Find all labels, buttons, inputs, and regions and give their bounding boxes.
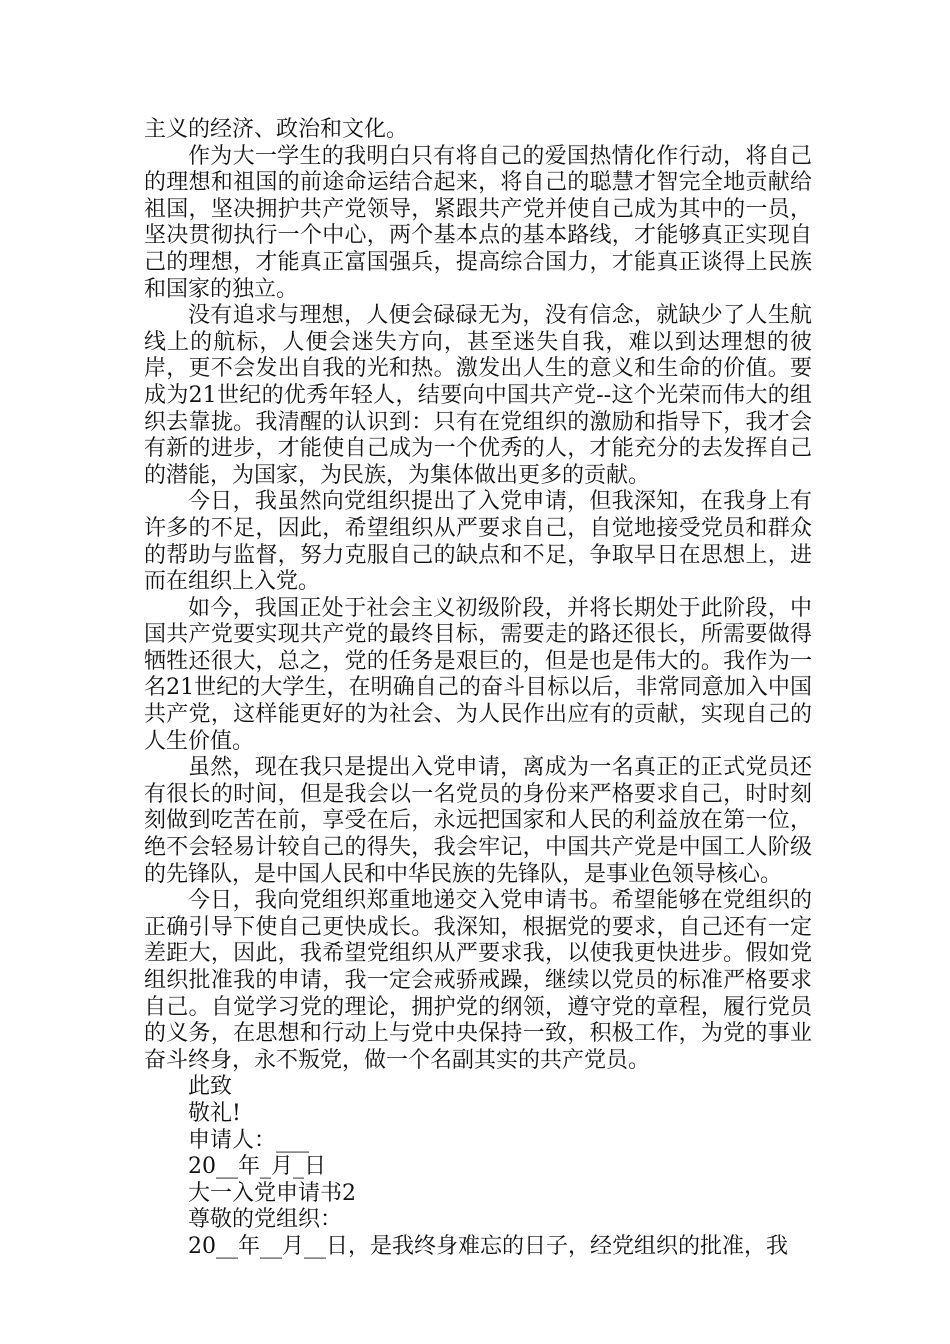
second-letter-title: 大一入党申请书2: [188, 1180, 356, 1206]
date-line: 20__年_月_日: [188, 1154, 326, 1180]
paragraph-commitment: 虽然，现在我只是提出入党申请，离成为一名真正的正式党员还有很长的时间，但是我会以一名党员的身份来严格要求自己，时时刻刻做到吃苦在前，享受在后，永远把国家和人民的利益放在第一位，绝不会轻易计较自己的得失，我会牢记，中国共产党是中国工人阶级的先锋队，是中国人民和中华民族的先锋队，是事业色领导核心。: [144, 755, 812, 887]
paragraph-continuation: 主义的经济、政治和文化。: [144, 117, 409, 142]
closing-salutation: 此致: [188, 1074, 233, 1100]
document-body: [144, 117, 812, 1261]
applicant-signature-line: 申请人：___: [188, 1127, 310, 1153]
paragraph-national-stage: 如今，我国正处于社会主义初级阶段，并将长期处于此阶段，中国共产党要实现共产党的最终目标，需要走的路还很长，所需要做得牺牲还很大，总之，党的任务是艰巨的，但是也是伟大的。我作为一名21世纪的大学生，在明确自己的奋斗目标以后，非常同意加入中国共产党，这样能更好的为社会、为人民作出应有的贡献，实现自己的人生价值。: [144, 595, 812, 754]
paragraph-patriotism: 作为大一学生的我明白只有将自己的爱国热情化作行动，将自己的理想和祖国的前途命运结合起来，将自己的聪慧才智完全地贡献给祖国，坚决拥护共产党领导，紧跟共产党并使自己成为其中的一员，坚决贯彻执行一个中心，两个基本点的基本路线，才能够真正实现自己的理想，才能真正富国强兵，提高综合国力，才能真正谈得上民族和国家的独立。: [144, 143, 812, 302]
closing-respect: 敬礼!: [188, 1100, 241, 1126]
paragraph-shortcomings: 今日，我虽然向党组织提出了入党申请，但我深知，在我身上有许多的不足，因此，希望组织从严要求自己，自觉地接受党员和群众的帮助与监督，努力克服自己的缺点和不足，争取早日在思想上，进而在组织上入党。: [144, 489, 812, 595]
second-letter-opening: 20__年__月__日，是我终身难忘的日子，经党组织的批准，我: [188, 1233, 788, 1259]
paragraph-submission: 今日，我向党组织郑重地递交入党申请书。希望能够在党组织的正确引导下使自己更快成长。我深知，根据党的要求，自己还有一定差距大，因此，我希望党组织从严要求我，以使我更快进步。假如党组织批准我的申请，我一定会戒骄戒躁，继续以党员的标准严格要求自己。自觉学习党的理论，拥护党的纲领，遵守党的章程，履行党员的义务，在思想和行动上与党中央保持一致，积极工作，为党的事业奋斗终身，永不叛党，做一个名副其实的共产党员。: [144, 888, 812, 1073]
paragraph-ideals: 没有追求与理想，人便会碌碌无为，没有信念，就缺少了人生航线上的航标，人便会迷失方向，甚至迷失自我，难以到达理想的彼岸，更不会发出自我的光和热。激发出人生的意义和生命的价值。要成为21世纪的优秀年轻人，结要向中国共产党--这个光荣而伟大的组织去靠拢。我清醒的认识到：只有在党组织的激励和指导下，我才会有新的进步，才能使自己成为一个优秀的人，才能充分的去发挥自己的潜能，为国家，为民族，为集体做出更多的贡献。: [144, 303, 812, 488]
second-letter-greeting: 尊敬的党组织：: [188, 1207, 343, 1233]
